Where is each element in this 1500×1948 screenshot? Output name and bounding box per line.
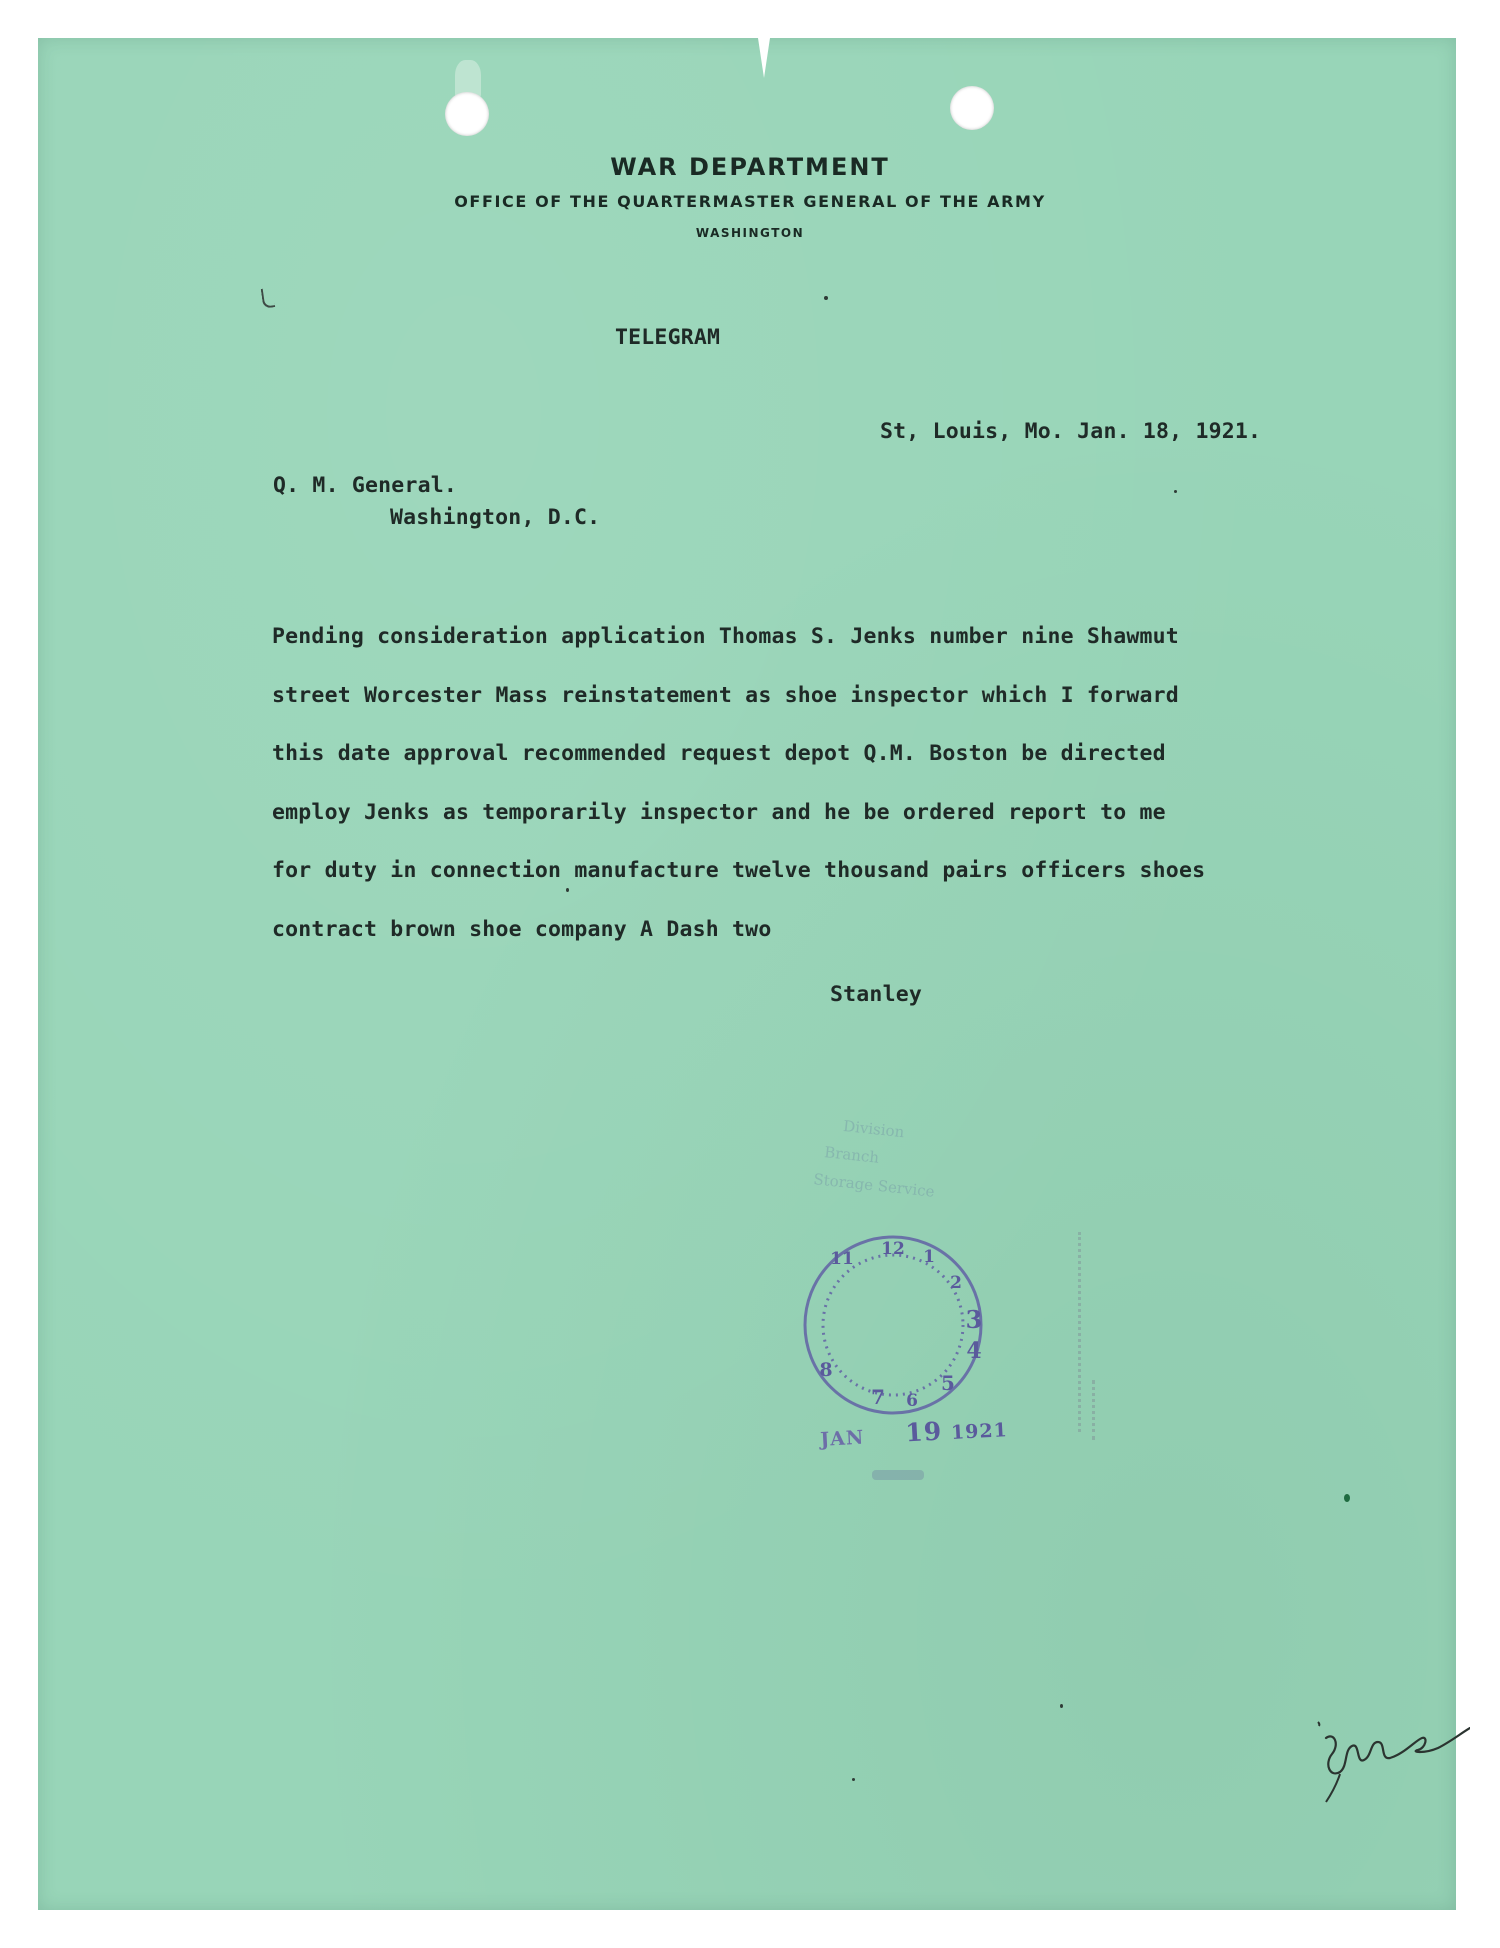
letterhead-department: WAR DEPARTMENT: [610, 153, 890, 181]
received-clock-stamp: [796, 1228, 991, 1423]
punch-hole-right: [950, 86, 994, 130]
letterhead-city: WASHINGTON: [695, 226, 805, 240]
clock-number: 3: [965, 1305, 983, 1334]
sender-signature: Stanley: [830, 982, 923, 1007]
dateline: St, Louis, Mo. Jan. 18, 1921.: [880, 419, 1262, 444]
clock-number: 2: [950, 1273, 962, 1293]
clock-number: 1: [923, 1247, 935, 1267]
ink-speck: [566, 888, 569, 892]
ink-speck: [1174, 490, 1177, 493]
stamp-faint-line: Storage Service: [812, 1170, 936, 1201]
ink-speck: [852, 1778, 855, 1781]
margin-perforation: [1092, 1380, 1099, 1440]
clock-number: 4: [966, 1338, 982, 1364]
handwritten-initials: [1300, 1702, 1470, 1822]
ink-speck: [824, 296, 828, 300]
stamp-year: 1921: [950, 1419, 1009, 1445]
clock-number: 5: [941, 1371, 955, 1395]
body-line: street Worcester Mass reinstatement as shoe inspector which I forward: [272, 683, 1179, 708]
ink-speck: [1060, 1704, 1063, 1708]
stamp-faint-line: Division: [842, 1116, 906, 1142]
telegram-page: [38, 38, 1456, 1910]
letterhead-office: OFFICE OF THE QUARTERMASTER GENERAL OF THE ARMY: [454, 192, 1046, 211]
stamp-month: JAN: [819, 1426, 865, 1451]
punch-hole-left: [445, 92, 489, 136]
clock-number: 8: [819, 1359, 833, 1381]
ink-speck: [1344, 1494, 1350, 1502]
body-line: contract brown shoe company A Dash two: [272, 917, 772, 942]
clock-number: 12: [881, 1239, 905, 1259]
clock-number: 11: [830, 1249, 854, 1269]
clock-number: 7: [871, 1385, 885, 1409]
addressee-line-2: Washington, D.C.: [390, 505, 601, 530]
body-line: Pending consideration application Thomas S. Jenks number nine Shawmut: [272, 624, 1179, 649]
body-line: this date approval recommended request depot Q.M. Boston be directed: [272, 741, 1166, 766]
telegram-heading: TELEGRAM: [615, 325, 721, 350]
clock-number: 6: [906, 1391, 918, 1411]
margin-perforation: [1078, 1232, 1085, 1432]
body-line: employ Jenks as temporarily inspector and he be ordered report to me: [272, 800, 1166, 825]
paper-nick: [758, 38, 770, 78]
body-line: for duty in connection manufacture twelve thousand pairs officers shoes: [272, 858, 1206, 883]
stamp-smudge: [872, 1470, 924, 1480]
stamp-faint-line: Branch: [823, 1143, 880, 1167]
stamp-day: 19: [904, 1416, 943, 1448]
addressee-line-1: Q. M. General.: [273, 473, 458, 498]
